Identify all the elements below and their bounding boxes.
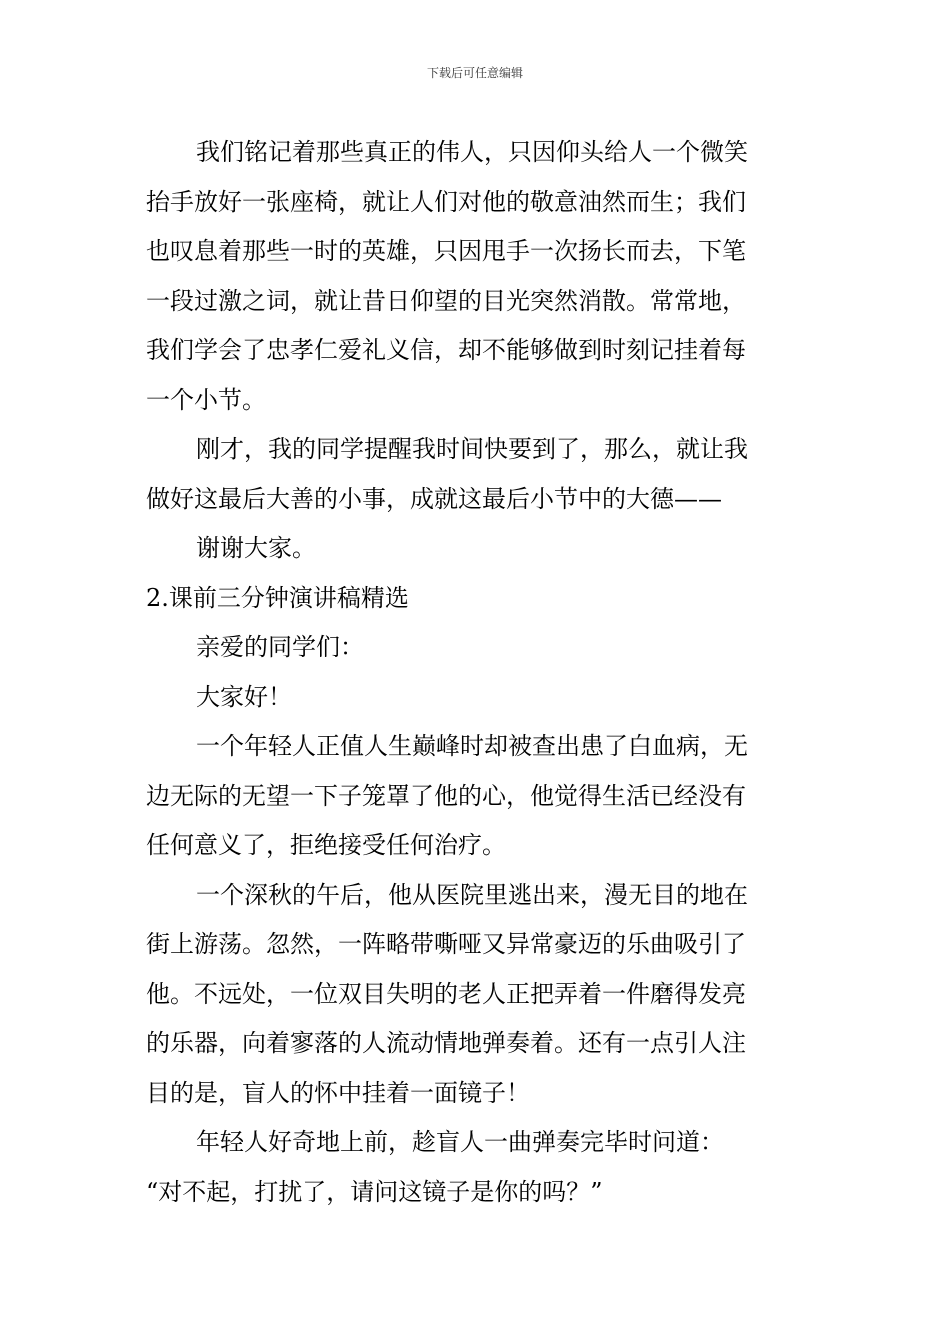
text-line: 做好这最后大善的小事，成就这最后小节中的大德—— (146, 484, 722, 513)
paragraph (146, 128, 808, 425)
text-line: 抬手放好一张座椅，就让人们对他的敬意油然而生；我们 (146, 187, 746, 216)
text-line: 我们学会了忠孝仁爱礼义信，却不能够做到时刻记挂着每 (146, 336, 746, 364)
text-line: 亲爱的同学们： (196, 633, 364, 661)
text-line: 他。不远处，一位双目失明的老人正把弄着一件磨得发亮 (146, 979, 746, 1008)
page-header: 下载后可任意编辑 (426, 66, 523, 80)
text-line: 一段过激之词，就让昔日仰望的目光突然消散。常常地， (146, 286, 746, 315)
text-line: 年轻人好奇地上前，趁盲人一曲弹奏完毕时问道： (196, 1128, 724, 1156)
text-line: 的乐器，向着寥落的人流动情地弹奏着。还有一点引人注 (146, 1029, 746, 1057)
text-line: 街上游荡。忽然，一阵略带嘶哑又异常豪迈的乐曲吸引了 (146, 930, 746, 958)
text-line: “对不起，打扰了，请问这镜子是你的吗？” (146, 1177, 603, 1206)
text-line: 一个小节。 (146, 385, 266, 414)
text-line: 大家好！ (196, 682, 292, 711)
section-heading (146, 574, 808, 624)
text-line: 也叹息着那些一时的英雄，只因甩手一次扬长而去，下笔 (146, 237, 746, 265)
paragraph (146, 673, 808, 723)
text-line: 目的是，盲人的怀中挂着一面镜子！ (146, 1078, 530, 1107)
text-line: 一个深秋的午后，他从医院里逃出来，漫无目的地在 (196, 880, 748, 909)
document-body (146, 128, 808, 1217)
text-line: 一个年轻人正值人生巅峰时却被查出患了白血病，无 (196, 732, 748, 760)
paragraph (146, 623, 808, 673)
text-line: 2.课前三分钟演讲稿精选 (146, 583, 409, 612)
paragraph (146, 524, 808, 574)
text-line: 任何意义了，拒绝接受任何治疗。 (146, 831, 506, 859)
text-line: 我们铭记着那些真正的伟人，只因仰头给人一个微笑 (196, 138, 748, 166)
text-line: 边无际的无望一下子笼罩了他的心，他觉得生活已经没有 (146, 781, 746, 810)
paragraph (146, 1118, 808, 1217)
paragraph (146, 722, 808, 871)
text-line: 刚才，我的同学提醒我时间快要到了，那么，就让我 (196, 435, 748, 463)
paragraph (146, 425, 808, 524)
text-line: 谢谢大家。 (196, 534, 316, 562)
paragraph (146, 871, 808, 1119)
